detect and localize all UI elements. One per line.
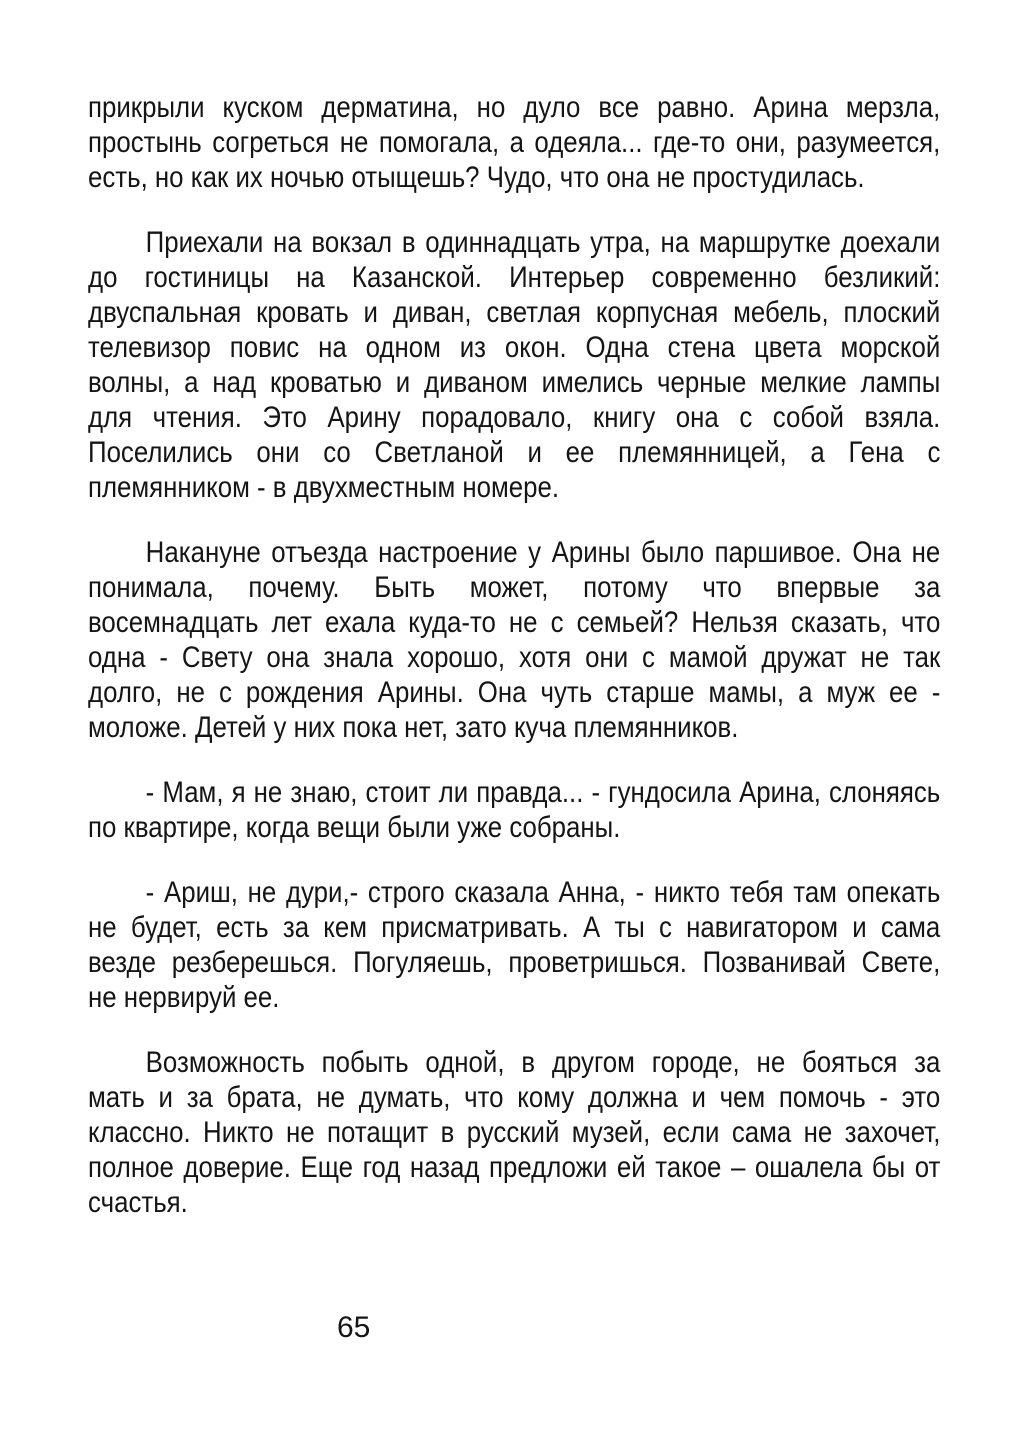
text-line: простынь согреться не помогала, а одеяла... где-то они, разумеется, <box>88 126 941 159</box>
text-line: есть, но как их ночью отыщешь? Чудо, что она не простудилась. <box>88 161 865 194</box>
text-line: счастья. <box>88 1186 188 1219</box>
text-line: волны, а над кроватью и диваном имелись черные мелкие лампы <box>88 366 941 399</box>
paragraph <box>88 225 940 505</box>
text-line: Поселились они со Светланой и ее племянницей, а Гена с <box>88 436 941 469</box>
page-number: 65 <box>337 1311 371 1344</box>
text-line: не нервируй ее. <box>88 981 280 1014</box>
text-line: полное доверие. Еще год назад предложи ей такое – ошалела бы от <box>88 1151 941 1184</box>
text-line: до гостиницы на Казанской. Интерьер современно безликий: <box>88 261 941 294</box>
text-line: классно. Никто не потащит в русский музей, если сама не захочет, <box>88 1116 941 1149</box>
text-line: племянником - в двухместным номере. <box>88 471 560 504</box>
text-line: везде резберешься. Погуляешь, проветришься. Позванивай Свете, <box>88 946 941 979</box>
text-line: прикрыли куском дерматина, но дуло все равно. Арина мерзла, <box>88 91 941 124</box>
text-line: Приехали на вокзал в одиннадцать утра, на маршрутке доехали <box>145 226 941 259</box>
text-line: не будет, есть за кем присматривать. А ты с навигатором и сама <box>88 911 941 944</box>
text-line: понимала, почему. Быть может, потому что впервые за <box>88 571 941 604</box>
text-line: восемнадцать лет ехала куда-то не с семьей? Нельзя сказать, что <box>88 606 941 639</box>
text-line: мать и за брата, не думать, что кому должна и чем помочь - это <box>88 1081 941 1114</box>
paragraph <box>88 775 940 845</box>
paragraph <box>88 90 940 195</box>
text-line: - Мам, я не знаю, стоит ли правда... - гундосила Арина, слоняясь <box>145 776 941 809</box>
text-line: одна - Свету она знала хорошо, хотя они с мамой дружат не так <box>88 641 941 674</box>
text-line: моложе. Детей у них пока нет, зато куча племянников. <box>88 711 739 744</box>
text-line: Накануне отъезда настроение у Арины было паршивое. Она не <box>145 536 941 569</box>
text-line: двуспальная кровать и диван, светлая корпусная мебель, плоский <box>88 296 941 329</box>
paragraph <box>88 875 940 1015</box>
text-body <box>88 90 940 1220</box>
text-line: по квартире, когда вещи были уже собраны. <box>88 811 621 844</box>
text-line: для чтения. Это Арину порадовало, книгу она с собой взяла. <box>88 401 941 434</box>
paragraph <box>88 535 940 745</box>
text-line: - Ариш, не дури,- строго сказала Анна, - никто тебя там опекать <box>145 876 941 909</box>
text-line: Возможность побыть одной, в другом городе, не бояться за <box>145 1046 941 1079</box>
text-line: телевизор повис на одном из окон. Одна стена цвета морской <box>88 331 941 364</box>
text-line: долго, не с рождения Арины. Она чуть старше мамы, а муж ее - <box>88 676 941 709</box>
paragraph <box>88 1045 940 1220</box>
